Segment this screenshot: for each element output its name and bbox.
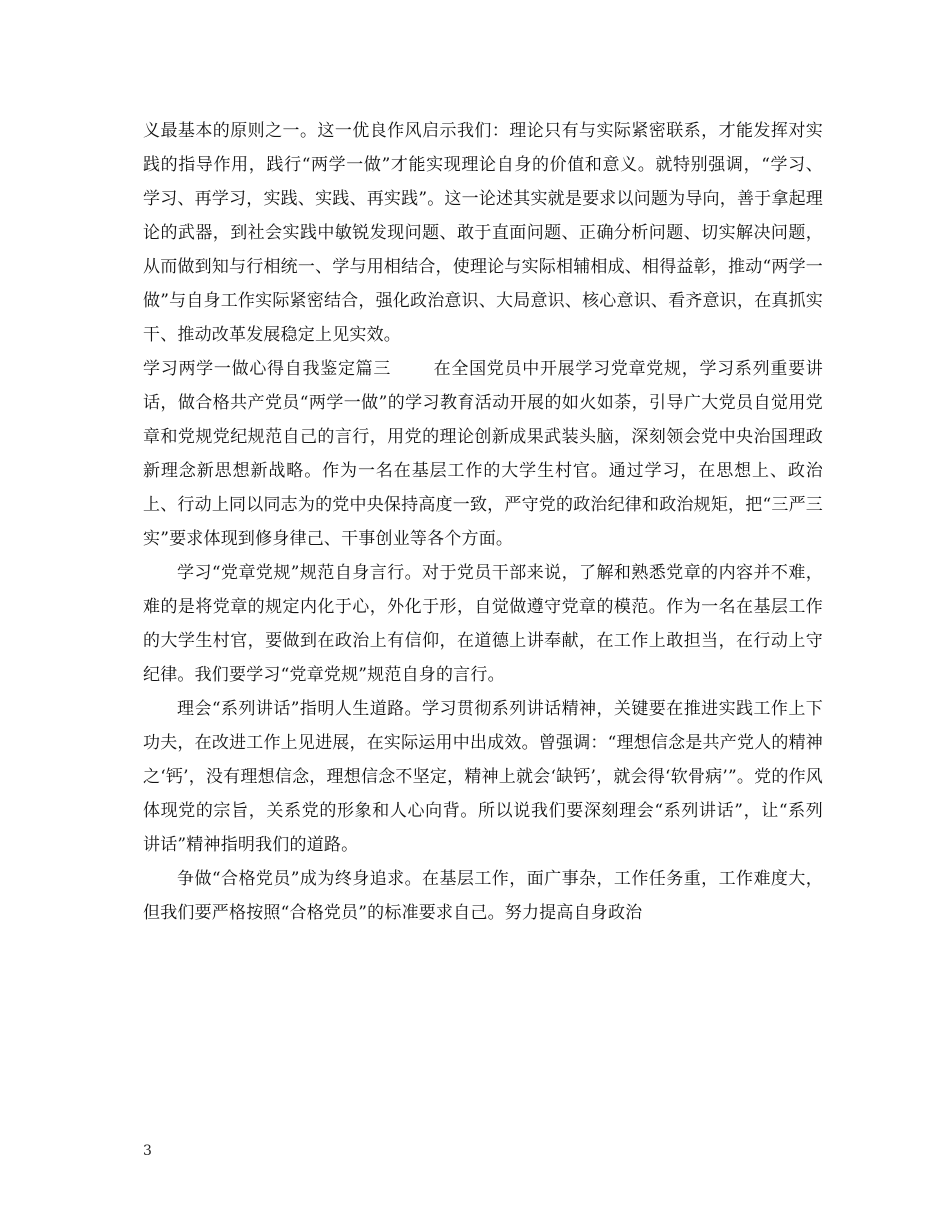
document-body [143, 114, 823, 930]
paragraph-2 [143, 352, 823, 556]
paragraph-3: 学习“党章党规”规范自身言行。对于党员干部来说，了解和熟悉党章的内容并不难，难的是将党章的规定内化于心，外化于形，自觉做遵守党章的模范。作为一名在基层工作的大学生村官，要做到在政治上有信仰，在道德上讲奉献，在工作上敢担当，在行动上守纪律。我们要学习“党章党规”规范自身的言行。 [143, 563, 823, 685]
paragraph-5: 争做“合格党员”成为终身追求。在基层工作，面广事杂，工作任务重，工作难度大，但我们要严格按照“合格党员”的标准要求自己。努力提高自身政治 [143, 869, 823, 923]
section-heading: 学习两学一做心得自我鉴定篇三 [143, 359, 392, 379]
page-number: 3 [143, 1143, 152, 1159]
paragraph-1: 义最基本的原则之一。这一优良作风启示我们：理论只有与实际紧密联系，才能发挥对实践的指导作用，践行“两学一做”才能实现理论自身的价值和意义。就特别强调，“学习、学习、再学习，实践、实践、再实践”。这一论述其实就是要求以问题为导向，善于拿起理论的武器，到社会实践中敏锐发现问题、敢于直面问题、正确分析问题、切实解决问题，从而做到知与行相统一、学与用相结合，使理论与实际相辅相成、相得益彰，推动“两学一做”与自身工作实际紧密结合，强化政治意识、大局意识、核心意识、看齐意识，在真抓实干、推动改革发展稳定上见实效。 [143, 121, 823, 345]
paragraph-4: 理会“系列讲话”指明人生道路。学习贯彻系列讲话精神，关键要在推进实践工作上下功夫，在改进工作上见进展，在实际运用中出成效。曾强调：“理想信念是共产党人的精神之‘钙’，没有理想信念，理想信念不坚定，精神上就会‘缺钙’，就会得‘软骨病’”。党的作风体现党的宗旨，关系党的形象和人心向背。所以说我们要深刻理会“系列讲话”，让“系列讲话”精神指明我们的道路。 [143, 699, 823, 855]
paragraph-2-body: 在全国党员中开展学习党章党规，学习系列重要讲话，做合格共产党员“两学一做”的学习教育活动开展的如火如荼，引导广大党员自觉用党章和党规党纪规范自己的言行，用党的理论创新成果武装头脑，深刻领会党中央治国理政新理念新思想新战略。作为一名在基层工作的大学生村官。通过学习，在思想上、政治上、行动上同以同志为的党中央保持高度一致，严守党的政治纪律和政治规矩，把“三严三实”要求体现到修身律己、干事创业等各个方面。 [143, 359, 823, 549]
